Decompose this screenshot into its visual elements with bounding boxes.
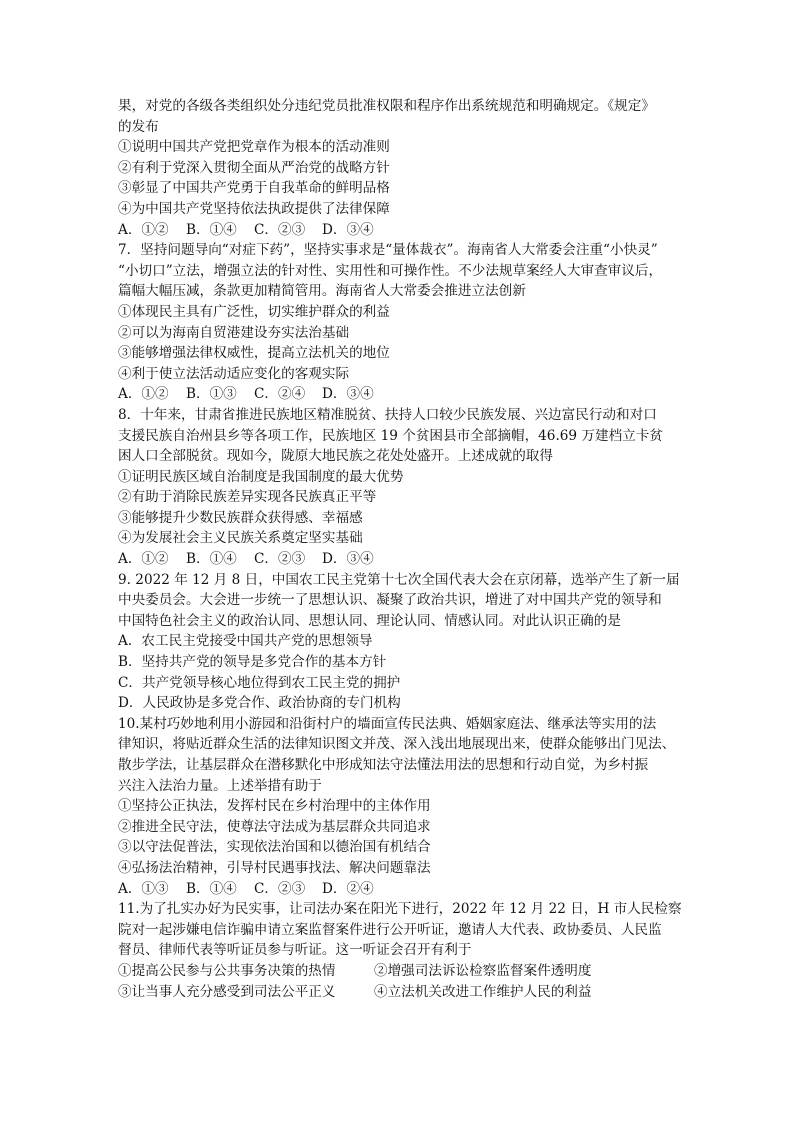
question-stem: 中央委员会。大会进一步统一了思想认识、凝聚了政治共识，增进了对中国共产党的领导和: [118, 592, 662, 609]
question-stem: 律知识，将贴近群众生活的法律知识图文并茂、深入浅出地展现出来，使群众能够出门见法、: [118, 736, 676, 753]
question-stem: 兴注入法治力量。上述举措有助于: [118, 777, 322, 794]
option-line: ④为中国共产党坚持依法执政提供了法律保障: [118, 200, 390, 217]
choice-b: B．①③: [186, 386, 237, 403]
choice-c: C．②③: [254, 221, 306, 238]
choice-d: D．③④: [322, 551, 374, 568]
option-line: ①提高公民参与公共事务决策的热情: [118, 962, 336, 979]
option-line: ①说明中国共产党把党章作为根本的活动准则: [118, 139, 390, 156]
question-stem: 散步学法，让基层群众在潜移默化中形成知法守法懂法用法的思想和行动自觉，为乡村振: [118, 757, 649, 773]
choice-d: D．②④: [322, 880, 374, 897]
choice-c: C．②③: [254, 880, 306, 897]
answer-choices: [118, 549, 678, 570]
option-line: C．共产党领导核心地位得到农工民主党的拥护: [118, 674, 401, 691]
option-line: ④利于使立法活动适应变化的客观实际: [118, 365, 350, 382]
option-line: ③能够提升少数民族群众获得感、幸福感: [118, 509, 363, 526]
option-line: ②增强司法诉讼检察监督案件透明度: [374, 962, 592, 979]
choice-b: B．①④: [186, 880, 237, 897]
question-stem: 9. 2022 年 12 月 8 日，中国农工民主党第十七次全国代表大会在京闭幕，选举产生了新一届: [118, 571, 680, 588]
answer-choices: [118, 384, 678, 405]
answer-choices: [118, 220, 678, 241]
option-line: ④为发展社会主义民族关系奠定坚实基础: [118, 530, 363, 547]
option-line: ③彰显了中国共产党勇于自我革命的鲜明品格: [118, 180, 390, 197]
option-line: B．坚持共产党的领导是多党合作的基本方针: [118, 654, 387, 671]
question-stem: 督员、律师代表等听证员参与听证。这一听证会召开有利于: [118, 942, 472, 959]
question-stem: 篇幅大幅压减，条款更加精简管用。海南省人大常委会推进立法创新: [118, 283, 526, 300]
option-line: ②有利于党深入贯彻全面从严治党的战略方针: [118, 159, 390, 176]
option-line: ④弘扬法治精神，引导村民遇事找法、解决问题靠法: [118, 859, 431, 876]
question-stem: 支援民族自治州县乡等各项工作，民族地区 19 个贫困县市全部摘帽，46.69 万建档立卡贫: [118, 427, 663, 444]
option-line: ①体现民主具有广泛性，切实维护群众的利益: [118, 303, 390, 320]
answer-choices: [118, 879, 678, 900]
choice-a: A．①②: [118, 551, 169, 568]
option-line: ④立法机关改进工作维护人民的利益: [374, 983, 592, 1000]
choice-a: A．①②: [118, 221, 169, 238]
option-line: ③以守法促普法，实现依法治国和以德治国有机结合: [118, 839, 431, 856]
question-stem: 中国特色社会主义的政治认同、思想认同、理论认同、情感认同。对此认识正确的是: [118, 612, 621, 629]
exam-page: [118, 96, 682, 1002]
question-stem: 院对一起涉嫌电信诈骗申请立案监督案件进行公开听证，邀请人大代表、政协委员、人民监: [118, 921, 662, 938]
option-line: ②有助于消除民族差异实现各民族真正平等: [118, 489, 377, 506]
question-stem: 10.某村巧妙地利用小游园和沿街村户的墙面宣传民法典、婚姻家庭法、继承法等实用的法: [118, 715, 657, 732]
intro-line: 的发布: [118, 118, 159, 135]
option-pair: [118, 961, 678, 982]
choice-d: D．③④: [322, 386, 374, 403]
choice-a: A．①③: [118, 880, 169, 897]
option-pair: [118, 982, 678, 1003]
question-stem: “小切口”立法，增强立法的针对性、实用性和可操作性。不少法规草案经人大审查审议后，: [118, 262, 663, 279]
option-line: ①证明民族区域自治制度是我国制度的最大优势: [118, 468, 404, 485]
option-line: ③能够增强法律权威性，提高立法机关的地位: [118, 345, 390, 362]
option-line: ③让当事人充分感受到司法公平正义: [118, 983, 336, 1000]
option-line: ②推进全民守法，使尊法守法成为基层群众共同追求: [118, 818, 431, 835]
question-stem: 困人口全部脱贫。现如今，陇原大地民族之花处处盛开。上述成就的取得: [118, 448, 553, 465]
choice-c: C．②④: [254, 386, 306, 403]
option-line: ①坚持公正执法，发挥村民在乡村治理中的主体作用: [118, 798, 431, 815]
option-line: D．人民政协是多党合作、政治协商的专门机构: [118, 695, 401, 712]
choice-a: A．①②: [118, 386, 169, 403]
question-stem: 7．坚持问题导向“对症下药”，坚持实事求是“量体裁衣”。海南省人大常委会注重“小快灵”: [118, 242, 658, 259]
choice-b: B．①④: [186, 551, 237, 568]
option-line: ②可以为海南自贸港建设夯实法治基础: [118, 324, 350, 341]
choice-c: C．②③: [254, 551, 306, 568]
choice-b: B．①④: [186, 221, 237, 238]
choice-d: D．③④: [322, 221, 374, 238]
option-line: A．农工民主党接受中国共产党的思想领导: [118, 633, 373, 650]
question-stem: 11.为了扎实办好为民实事，让司法办案在阳光下进行，2022 年 12 月 22 日，H 市人民检察: [118, 901, 682, 918]
question-stem: 8．十年来，甘肃省推进民族地区精准脱贫、扶持人口较少民族发展、兴边富民行动和对口: [118, 406, 657, 423]
intro-line: 果，对党的各级各类组织处分违纪党员批准权限和程序作出系统规范和明确规定。《规定》: [118, 98, 655, 114]
